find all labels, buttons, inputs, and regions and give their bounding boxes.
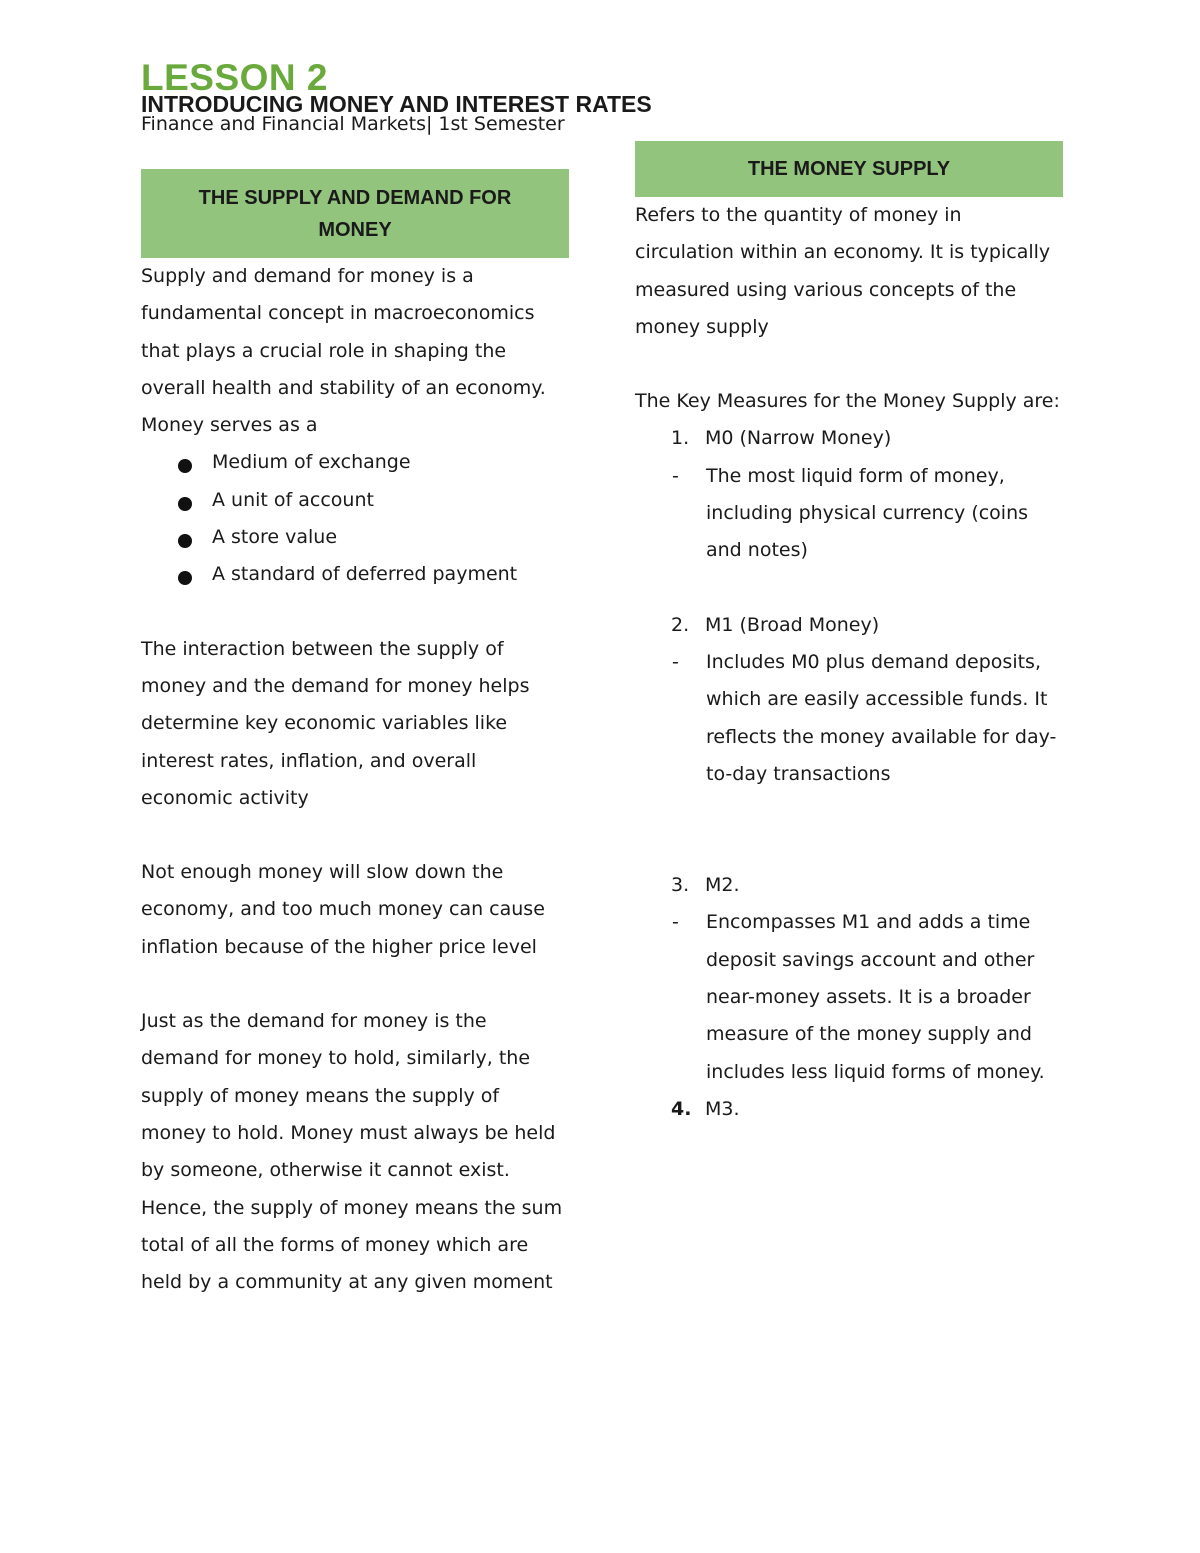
description-text: The most liquid form of money, including physical currency (coins and notes) xyxy=(706,464,1029,562)
list-item: Medium of exchange xyxy=(175,444,569,481)
description-text: Includes M0 plus demand deposits, which are easily accessible funds. It reflects the money available for day-to-day transactions xyxy=(706,650,1057,785)
dash-marker: - xyxy=(672,650,679,673)
heading-line-2: MONEY xyxy=(318,219,392,241)
interaction-paragraph: The interaction between the supply of money and the demand for money helps determine key economic variables like interest rates, inflation, and overall economic activity xyxy=(141,637,530,809)
list-item: A store value xyxy=(175,519,569,556)
dash-marker: - xyxy=(672,911,679,934)
measures-list xyxy=(635,420,1063,1128)
heading-line-1: THE SUPPLY AND DEMAND FOR xyxy=(198,187,512,209)
right-column xyxy=(635,141,1063,1128)
item-label: M0 (Narrow Money) xyxy=(705,427,892,450)
money-supply-heading: THE MONEY SUPPLY xyxy=(635,141,1063,197)
item-description xyxy=(635,458,1063,570)
document-header xyxy=(141,58,652,134)
money-supply-intro: Refers to the quantity of money in circulation within an economy. It is typically measured using various concepts of the money supply xyxy=(635,204,1051,338)
supply-definition-paragraph: Just as the demand for money is the demand for money to hold, similarly, the supply of money means the supply of money to hold. Money must always be held by someone, otherwise it cannot exist. Hence, the supply of money means the sum total of all the forms of money which are held by a community at any given moment xyxy=(141,1010,563,1294)
list-item: A standard of deferred payment xyxy=(175,556,569,593)
item-label: M1 (Broad Money) xyxy=(705,613,880,636)
measures-intro: The Key Measures for the Money Supply are: xyxy=(635,390,1060,413)
item-number: 3. xyxy=(671,874,690,897)
item-label: M2. xyxy=(705,874,740,897)
list-item: A unit of account xyxy=(175,482,569,519)
list-item xyxy=(635,420,1063,457)
description-text: Encompasses M1 and adds a time deposit savings account and other near-money assets. It is a broader measure of the money supply and includes less liquid forms of money. xyxy=(706,911,1045,1083)
item-number: 4. xyxy=(671,1097,692,1120)
list-item xyxy=(635,867,1063,904)
lesson-number: LESSON 2 xyxy=(141,57,328,98)
dash-marker: - xyxy=(672,464,679,487)
intro-paragraph: Supply and demand for money is a fundamental concept in macroeconomics that plays a crucial role in shaping the overall health and stability of an economy. Money serves as a xyxy=(141,265,546,437)
item-description xyxy=(635,644,1063,793)
item-label: M3. xyxy=(705,1097,740,1120)
money-functions-list xyxy=(141,444,569,593)
course-subtitle: Finance and Financial Markets| 1st Semester xyxy=(141,113,565,135)
lesson-title: INTRODUCING MONEY AND INTEREST RATES xyxy=(141,91,652,117)
list-item xyxy=(635,1091,1063,1128)
item-description xyxy=(635,904,1063,1090)
list-item xyxy=(635,607,1063,644)
item-number: 2. xyxy=(671,613,690,636)
supply-demand-heading xyxy=(141,169,569,258)
left-column xyxy=(141,169,569,1301)
inflation-paragraph: Not enough money will slow down the economy, and too much money can cause inflation because of the higher price level xyxy=(141,861,545,958)
item-number: 1. xyxy=(671,427,690,450)
